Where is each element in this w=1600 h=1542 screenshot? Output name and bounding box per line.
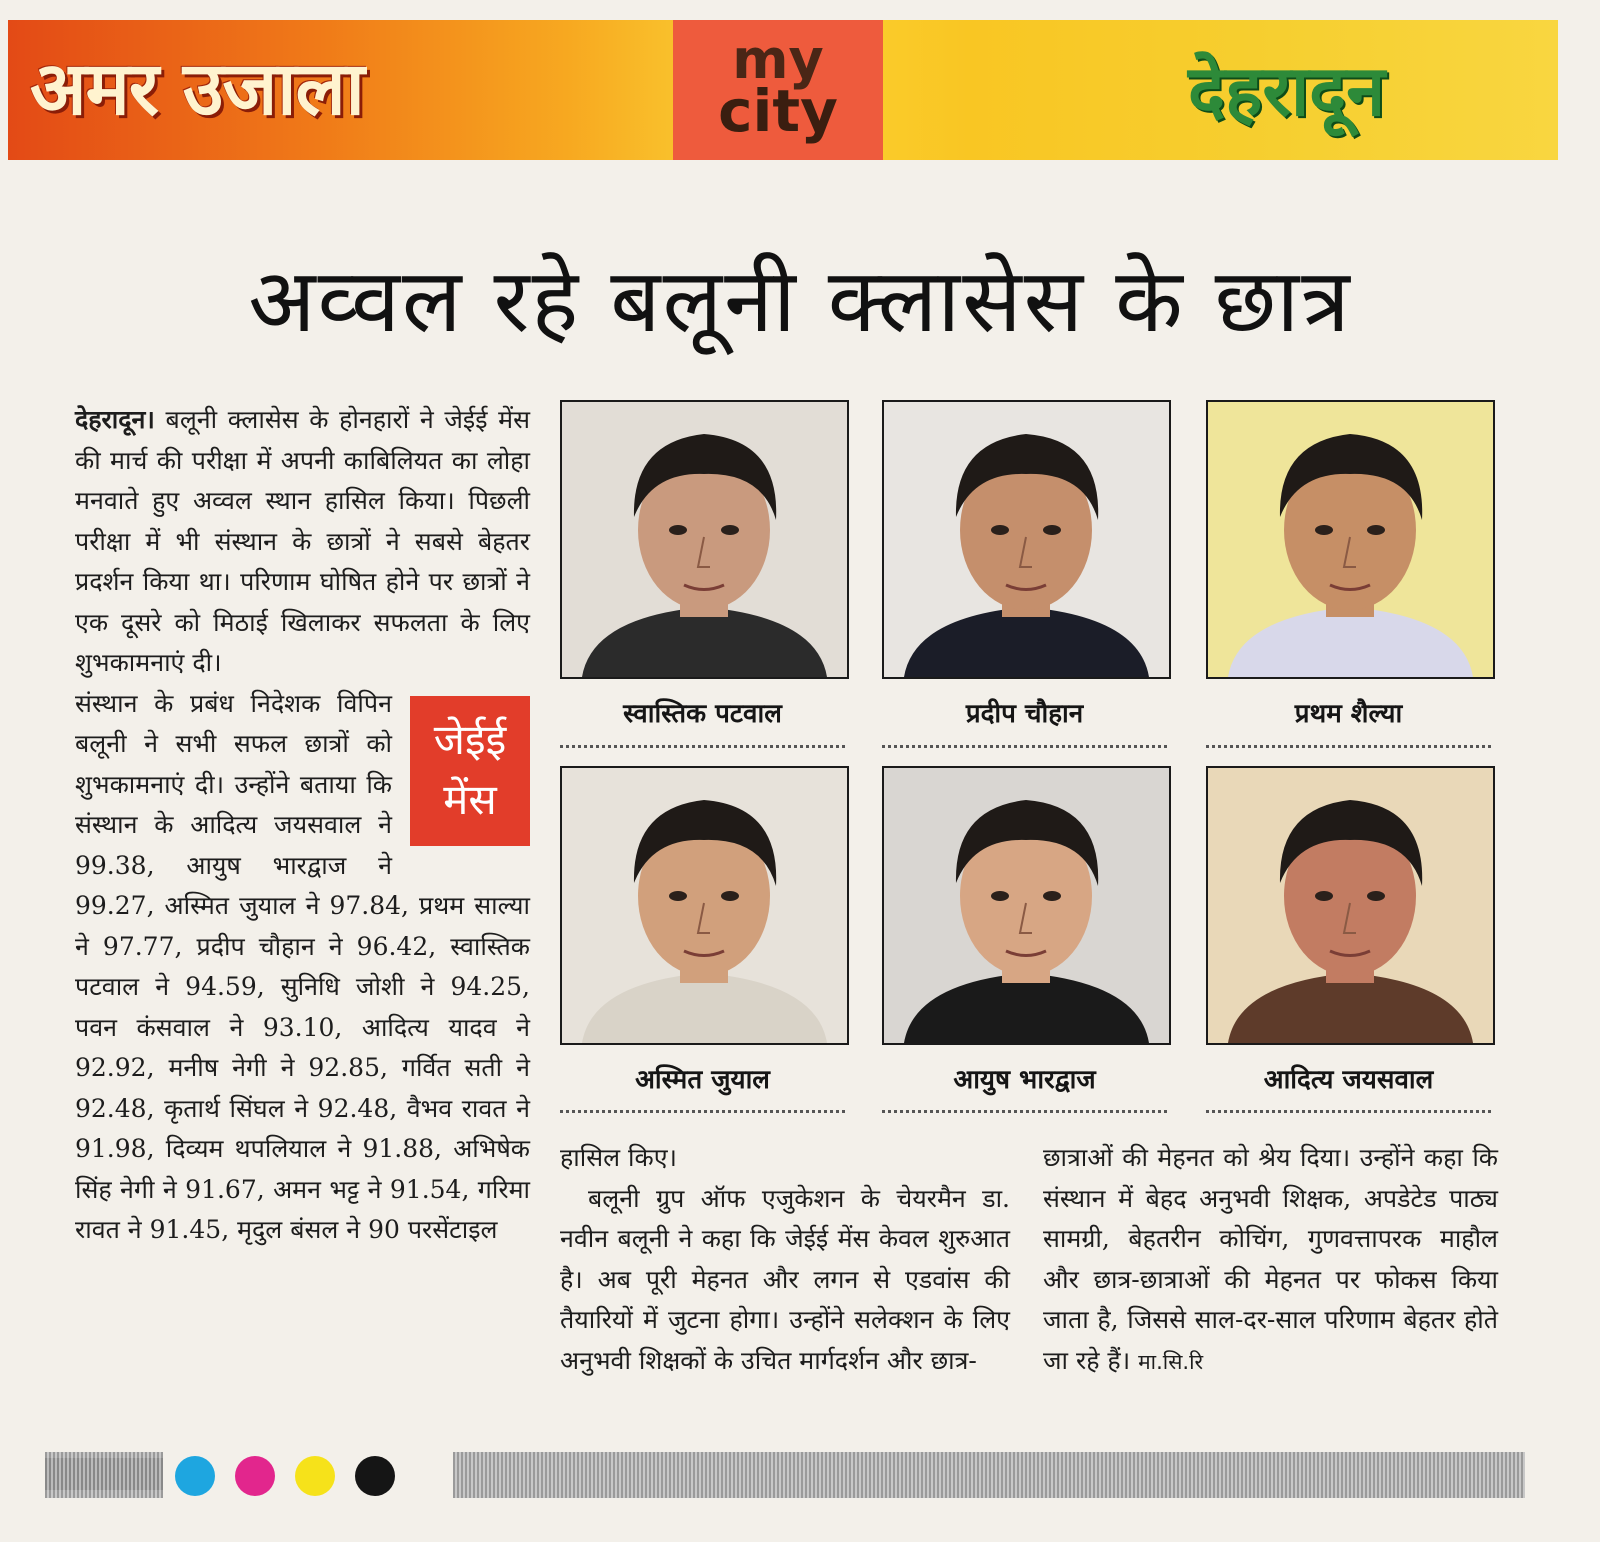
article-column-3 <box>1043 1138 1498 1382</box>
column-1-paragraph-2: संस्थान के प्रबंध निदेशक विपिन बलूनी ने सभी सफल छात्रों को शुभकामनाएं दी। उन्होंने बताया कि संस्थान के आदित्य जयसवाल ने 99.38, आयुष भारद्वाज ने 99.27, अस्मित जुयाल ने 97.84, प्रथम साल्या ने 97.77, प्रदीप चौहान ने 96.42, स्वास्तिक पटवाल ने 94.59, सुनिधि जोशी ने 94.25, पवन कंसवाल ने 93.10, आदित्य यादव ने 92.92, मनीष नेगी ने 92.85, गर्वित सती ने 92.48, कृतार्थ सिंघल ने 92.48, वैभव रावत ने 91.98, दिव्यम थपलियाल ने 91.88, अभिषेक सिंह नेगी ने 91.67, अमन भट्ट ने 91.54, गरिमा रावत ने 91.45, मृदुल बंसल ने 90 परसेंटाइल <box>75 688 530 1244</box>
my-city-badge-my: my <box>732 28 824 91</box>
caption-divider <box>882 745 1167 748</box>
caption-divider <box>560 1110 845 1113</box>
column-3-paragraph-1-text: छात्राओं की मेहनत को श्रेय दिया। उन्होंने कहा कि संस्थान में बेहद अनुभवी शिक्षक, अपडेटेड पाठ्य सामग्री, बेहतरीन कोचिंग, गुणवत्तापरक माहौल और छात्र-छात्राओं की मेहनत पर फोकस किया जाता है, जिससे साल-दर-साल परिणाम बेहतर होते जा रहे हैं। <box>1043 1143 1498 1375</box>
dateline: देहरादून। <box>75 405 155 434</box>
jee-mains-tag-line1: जेईई <box>433 714 507 764</box>
student-photo <box>1206 766 1495 1045</box>
registration-dot <box>235 1456 275 1496</box>
student-photo <box>1206 400 1495 679</box>
column-1-paragraph-1-text: बलूनी क्लासेस के होनहारों ने जेईई मेंस की मार्च की परीक्षा में अपनी काबिलियत का लोहा मनवाते हुए अव्वल स्थान हासिल किया। पिछली परीक्षा में भी संस्थान के छात्रों ने सबसे बेहतर प्रदर्शन किया था। परिणाम घोषित होने पर छात्रों ने एक दूसरे को मिठाई खिलाकर सफलता के लिए शुभकामनाएं दी। <box>75 405 530 677</box>
article-column-1 <box>75 400 530 1251</box>
registration-bar <box>45 1458 163 1490</box>
student-name-caption: स्वास्तिक पटवाल <box>623 699 782 729</box>
article-column-2 <box>560 1138 1010 1381</box>
student-name-caption: अस्मित जुयाल <box>635 1065 770 1095</box>
caption-divider <box>1206 1110 1491 1113</box>
reporter-credit: मा.सि.रि <box>1138 1349 1204 1374</box>
jee-mains-tag-line2: मेंस <box>443 774 497 824</box>
caption-divider <box>1206 745 1491 748</box>
edition-city-name: देहरादून <box>1188 49 1386 132</box>
my-city-badge <box>673 20 883 160</box>
column-3-paragraph-1 <box>1043 1138 1498 1382</box>
my-city-badge-city: city <box>718 77 838 145</box>
student-photo <box>560 766 849 1045</box>
article-headline: अव्वल रहे बलूनी क्लासेस के छात्र <box>248 249 1352 352</box>
student-name-caption: आयुष भारद्वाज <box>953 1065 1096 1095</box>
newspaper-logo: अमर उजाला <box>30 46 364 132</box>
jee-mains-tag <box>410 696 530 846</box>
column-1-paragraph-1 <box>75 400 530 684</box>
masthead-banner <box>8 20 1558 160</box>
print-registration-strip <box>45 1452 1525 1498</box>
caption-divider <box>882 1110 1167 1113</box>
column-2-paragraph-2: बलूनी ग्रुप ऑफ एजुकेशन के चेयरमैन डा. नवीन बलूनी ने कहा कि जेईई मेंस केवल शुरुआत है। अब पूरी मेहनत और लगन से एडवांस की तैयारियों में जुटना होगा। उन्होंने सलेक्शन के लिए अनुभवी शिक्षकों के उचित मार्गदर्शन और छात्र- <box>560 1183 1010 1375</box>
caption-divider <box>560 745 845 748</box>
student-name-caption: आदित्य जयसवाल <box>1263 1065 1434 1095</box>
student-photo <box>560 400 849 679</box>
student-photo <box>882 400 1171 679</box>
student-name-caption: प्रदीप चौहान <box>965 699 1084 729</box>
registration-dot <box>175 1456 215 1496</box>
registration-dot <box>355 1456 395 1496</box>
student-photo <box>882 766 1171 1045</box>
column-2-paragraph-1: हासिल किए। <box>560 1143 677 1172</box>
student-name-caption: प्रथम शैल्या <box>1294 699 1403 729</box>
registration-dot <box>295 1456 335 1496</box>
